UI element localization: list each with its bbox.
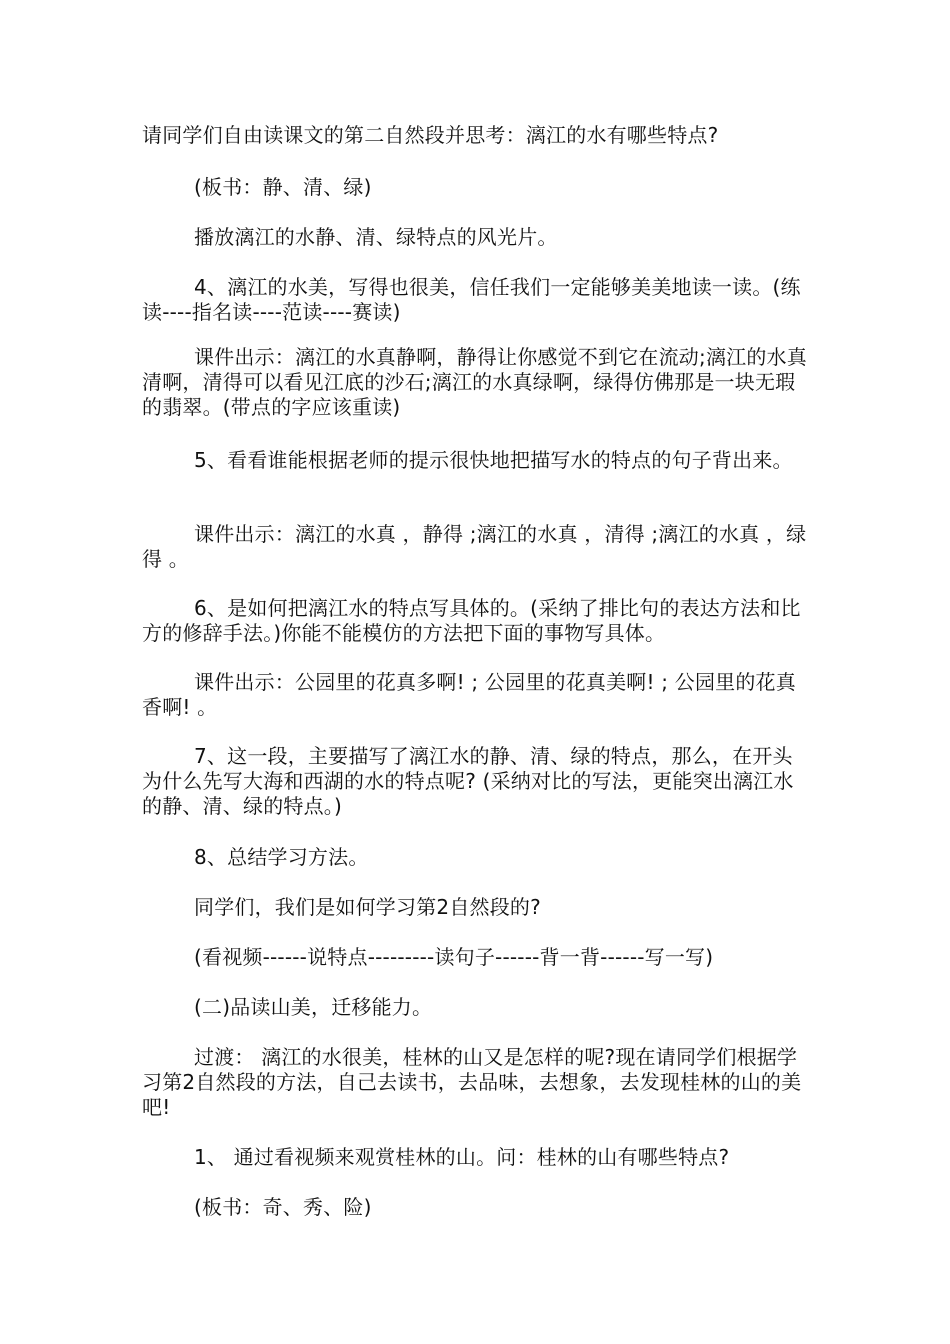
paragraph-17: (板书：奇、秀、险) bbox=[194, 1195, 372, 1219]
paragraph-12: 同学们，我们是如何学习第2自然段的? bbox=[194, 895, 541, 919]
paragraph-3: 播放漓江的水静、清、绿特点的风光片。 bbox=[194, 225, 558, 249]
paragraph-13: (看视频------说特点---------读句子------背一背------写一写) bbox=[194, 945, 714, 969]
paragraph-6: 5、看看谁能根据老师的提示很快地把描写水的特点的句子背出来。 bbox=[194, 448, 793, 472]
paragraph-15: 过渡： 漓江的水很美，桂林的山又是怎样的呢?现在请同学们根据学习第2自然段的方法，自己去读书，去品味，去想象，去发现桂林的山的美吧! bbox=[142, 1045, 802, 1119]
paragraph-7: 课件出示：漓江的水真 ，静得 ;漓江的水真 ，清得 ;漓江的水真 ，绿得 。 bbox=[142, 522, 807, 571]
paragraph-10: 7、这一段，主要描写了漓江水的静、清、绿的特点，那么，在开头为什么先写大海和西湖的水的特点呢? (采纳对比的写法，更能突出漓江水的静、清、绿的特点。) bbox=[142, 744, 794, 818]
paragraph-14: (二)品读山美，迁移能力。 bbox=[194, 995, 433, 1019]
paragraph-16: 1、 通过看视频来观赏桂林的山。问：桂林的山有哪些特点? bbox=[194, 1145, 730, 1169]
paragraph-2: (板书：静、清、绿) bbox=[194, 175, 372, 199]
paragraph-1: 请同学们自由读课文的第二自然段并思考：漓江的水有哪些特点? bbox=[142, 123, 719, 147]
paragraph-8: 6、是如何把漓江水的特点写具体的。(采纳了排比句的表达方法和比方的修辞手法。)你能不能模仿的方法把下面的事物写具体。 bbox=[142, 596, 801, 645]
paragraph-9: 课件出示：公园里的花真多啊! ; 公园里的花真美啊! ; 公园里的花真香啊! 。 bbox=[142, 670, 796, 719]
paragraph-5: 课件出示：漓江的水真静啊，静得让你感觉不到它在流动;漓江的水真清啊，清得可以看见江底的沙石;漓江的水真绿啊，绿得仿佛那是一块无瑕的翡翠。(带点的字应该重读) bbox=[142, 345, 807, 419]
paragraph-4: 4、漓江的水美，写得也很美，信任我们一定能够美美地读一读。(练读----指名读----范读----赛读) bbox=[142, 275, 801, 324]
paragraph-11: 8、总结学习方法。 bbox=[194, 845, 369, 869]
